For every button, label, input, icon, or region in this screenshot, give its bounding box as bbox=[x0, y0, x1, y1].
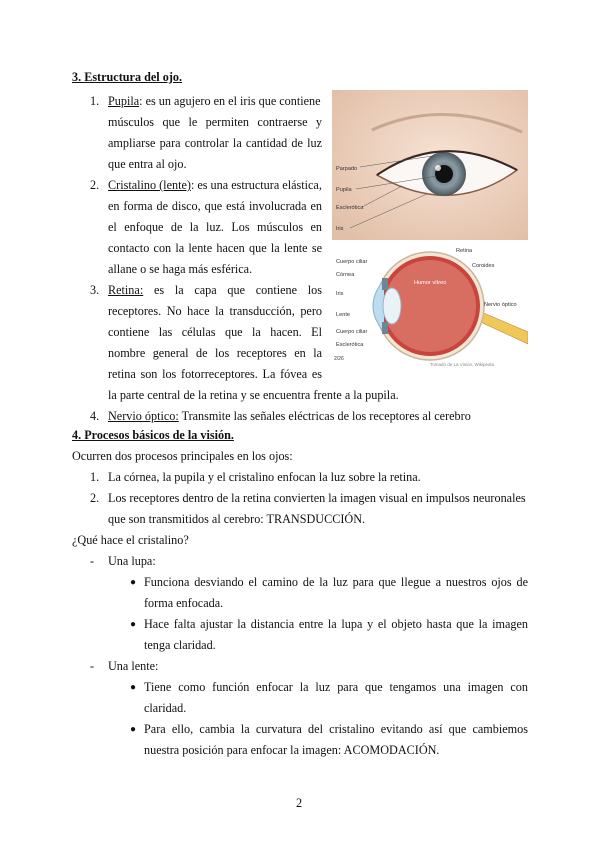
label-retina: Retina bbox=[456, 248, 473, 254]
label-parpado: Parpado bbox=[336, 166, 358, 172]
label-cuerpo-ciliar-bottom: Cuerpo ciliar bbox=[336, 329, 368, 335]
label-esclerotica: Esclerótica bbox=[336, 205, 364, 211]
list-item-line: retina son los fotorreceptores. La fóvea es bbox=[108, 367, 322, 381]
bullet-line: tenga claridad. bbox=[144, 638, 216, 652]
list-item-line: La córnea, la pupila y el cristalino enfocan la luz sobre la retina. bbox=[108, 470, 421, 484]
label-pupila: Pupila bbox=[336, 187, 352, 193]
eye-photo bbox=[332, 90, 528, 240]
label-iris: Iris bbox=[336, 226, 344, 232]
list-item-line: el enfoque de la luz. Los músculos en bbox=[108, 220, 322, 234]
list-item-line bbox=[108, 178, 322, 193]
list-number: 1. bbox=[90, 94, 100, 108]
section4-intro: Ocurren dos procesos principales en los ojos: bbox=[72, 449, 293, 463]
list-item-line: ampliarse para controlar la cantidad de luz bbox=[108, 136, 322, 150]
label-cornea: Córnea bbox=[336, 272, 355, 278]
list-number: 2. bbox=[90, 491, 100, 505]
label-lente: Lente bbox=[336, 312, 350, 318]
list-item-line: la parte central de la retina y se encuentra frente a la pupila. bbox=[108, 388, 399, 402]
list-item-line: músculos que le permiten contraerse y bbox=[108, 115, 322, 129]
list-number: 2. bbox=[90, 178, 100, 192]
list-item-line: Los receptores dentro de la retina convierten la imagen visual en impulsos neuronales bbox=[108, 491, 526, 505]
bullet-line: nuestra posición para enfocar la imagen: ACOMODACIÓN. bbox=[144, 743, 440, 757]
bullet-icon: ● bbox=[130, 577, 137, 588]
section3-title: 3. Estructura del ojo. bbox=[72, 70, 183, 84]
bullet-line: claridad. bbox=[144, 701, 187, 715]
definition-text: : es un agujero en el iris que contiene bbox=[139, 94, 321, 108]
eye-cross-section bbox=[332, 240, 528, 370]
group-label: Una lupa: bbox=[108, 554, 156, 568]
list-item-line bbox=[108, 94, 321, 109]
dash-marker: - bbox=[90, 554, 95, 568]
bullet-icon: ● bbox=[130, 619, 137, 630]
list-item-line: contacto con la lente hacen que la lente se bbox=[108, 241, 322, 255]
figure-code: 2/26 bbox=[334, 356, 344, 362]
list-item-line: que entra al ojo. bbox=[108, 157, 187, 171]
bullet-line: forma enfocada. bbox=[144, 596, 224, 610]
bullet-line: Hace falta ajustar la distancia entre la lupa y el objeto hasta que la imagen bbox=[144, 617, 528, 631]
bullet-line: Tiene como función enfocar la luz para que tengamos una imagen con bbox=[144, 680, 528, 694]
list-item-line bbox=[108, 283, 322, 298]
label-esclerotica-section: Esclerótica bbox=[336, 342, 364, 348]
list-item-line: receptores. No hace la transducción, pero bbox=[108, 304, 322, 318]
list-item-line: allane o se haga más esférica. bbox=[108, 262, 253, 276]
list-item-line: que son transmitidos al cerebro: TRANSDUCCIÓN. bbox=[108, 512, 366, 526]
list-number: 3. bbox=[90, 283, 100, 297]
label-iris-section: Iris bbox=[336, 291, 344, 297]
bullet-line: Funciona desviando el camino de la luz para que llegue a nuestros ojos de bbox=[144, 575, 528, 589]
term-retina: Retina: bbox=[108, 283, 144, 297]
list-item-line: en forma de disco, que está involucrada en bbox=[108, 199, 322, 213]
definition-text: Transmite las señales eléctricas de los receptores al cerebro bbox=[178, 409, 471, 423]
question-text: ¿Qué hace el cristalino? bbox=[72, 533, 189, 547]
definition-text: es la capa que contiene los bbox=[143, 283, 322, 297]
list-item-line bbox=[108, 409, 471, 424]
bullet-icon: ● bbox=[130, 724, 137, 735]
section4-title: 4. Procesos básicos de la visión. bbox=[72, 428, 234, 442]
figure-credit: Tomado de La Visión, Wikipedia. bbox=[430, 362, 496, 367]
list-number: 4. bbox=[90, 409, 100, 423]
dash-marker: - bbox=[90, 659, 95, 673]
label-coroides: Coroides bbox=[472, 263, 495, 269]
label-cuerpo-ciliar-top: Cuerpo ciliar bbox=[336, 259, 368, 265]
term-pupila: Pupila bbox=[108, 94, 140, 108]
page-number: 2 bbox=[296, 796, 303, 810]
cross-section-labels bbox=[332, 240, 528, 370]
label-nervio-optico: Nervio óptico bbox=[484, 302, 517, 308]
bullet-icon: ● bbox=[130, 682, 137, 693]
list-item-line: contiene las células que la hacen. El bbox=[108, 325, 322, 339]
list-number: 1. bbox=[90, 470, 100, 484]
eye-photo-labels bbox=[332, 90, 528, 240]
bullet-line: Para ello, cambia la curvatura del cristalino evitando así que cambiemos bbox=[144, 722, 528, 736]
label-humor-vitreo: Humor vítreo bbox=[414, 280, 447, 286]
term-cristalino: Cristalino (lente) bbox=[108, 178, 191, 192]
list-item-line: nombre general de los receptores en la bbox=[108, 346, 322, 360]
definition-text: : es una estructura elástica, bbox=[190, 178, 322, 192]
group-label: Una lente: bbox=[108, 659, 159, 673]
term-nervio-optico: Nervio óptico: bbox=[108, 409, 179, 423]
